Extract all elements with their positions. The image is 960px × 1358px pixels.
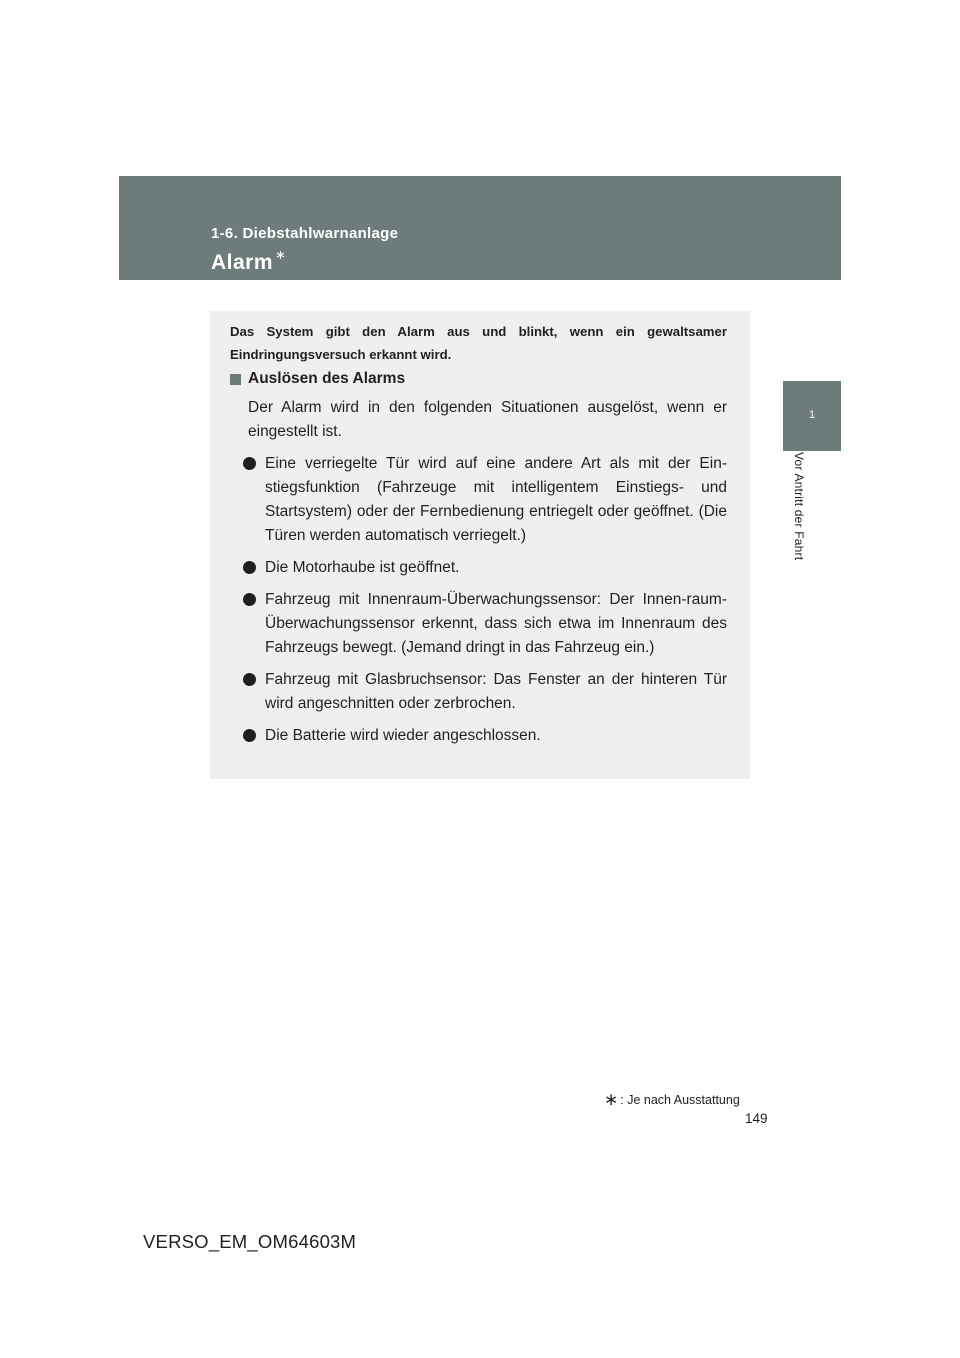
list-item: [243, 588, 727, 660]
bullet-icon: [243, 729, 256, 742]
page-title: [211, 249, 286, 275]
asterisk-icon: ∗: [604, 1090, 619, 1109]
document-code: VERSO_EM_OM64603M: [143, 1231, 357, 1252]
content-box: [210, 311, 750, 779]
bullet-icon: [243, 457, 256, 470]
list-item-text: Die Motorhaube ist geöffnet.: [265, 559, 460, 576]
asterisk-icon: ∗: [275, 247, 287, 262]
list-item-text: Fahrzeug mit Innenraum-Überwachungssensor: Der Innen-raum-Überwachungssensor erkennt, dass sich etwa im Innenraum des Fahrzeugs bewegt. (Jemand dringt in das Fahrzeug ein.): [265, 591, 727, 656]
list-item-text: Die Batterie wird wieder angeschlossen.: [265, 727, 541, 744]
bullet-icon: [243, 561, 256, 574]
footnote: [604, 1091, 740, 1108]
intro-text: Das System gibt den Alarm aus und blinkt, wenn ein gewaltsamer Eindringungsversuch erkannt wird.: [230, 324, 727, 362]
filled-square-icon: [230, 374, 241, 385]
chapter-number: 1: [808, 409, 816, 421]
header-band: [119, 176, 841, 280]
heading-text: Auslösen des Alarms: [248, 370, 406, 387]
list-item: [243, 724, 727, 748]
page-number: 149: [745, 1111, 768, 1126]
chapter-tab: [783, 381, 841, 451]
chapter-label: Vor Antritt der Fahrt: [792, 452, 806, 561]
subsection-heading: [230, 370, 405, 388]
section-label: 1-6. Diebstahlwarnanlage: [211, 225, 399, 242]
list-item-text: Eine verriegelte Tür wird auf eine andere Art als mit der Ein-stiegsfunktion (Fahrzeuge mit intelligentem Einstiegs- und Startsystem) oder der Fernbedienung entriegelt oder geöffnet. (Die Türen werden automatisch verriegelt.): [265, 455, 727, 544]
bullet-list: [243, 452, 727, 756]
bullet-icon: [243, 593, 256, 606]
list-item: [243, 668, 727, 716]
description-paragraph: Der Alarm wird in den folgenden Situationen ausgelöst, wenn er eingestellt ist.: [248, 399, 727, 440]
footnote-text: : Je nach Ausstattung: [620, 1092, 740, 1107]
page-title-text: Alarm: [211, 251, 274, 274]
list-item: [243, 556, 727, 580]
list-item-text: Fahrzeug mit Glasbruchsensor: Das Fenster an der hinteren Tür wird angeschnitten oder zerbrochen.: [265, 671, 727, 712]
bullet-icon: [243, 673, 256, 686]
list-item: [243, 452, 727, 548]
